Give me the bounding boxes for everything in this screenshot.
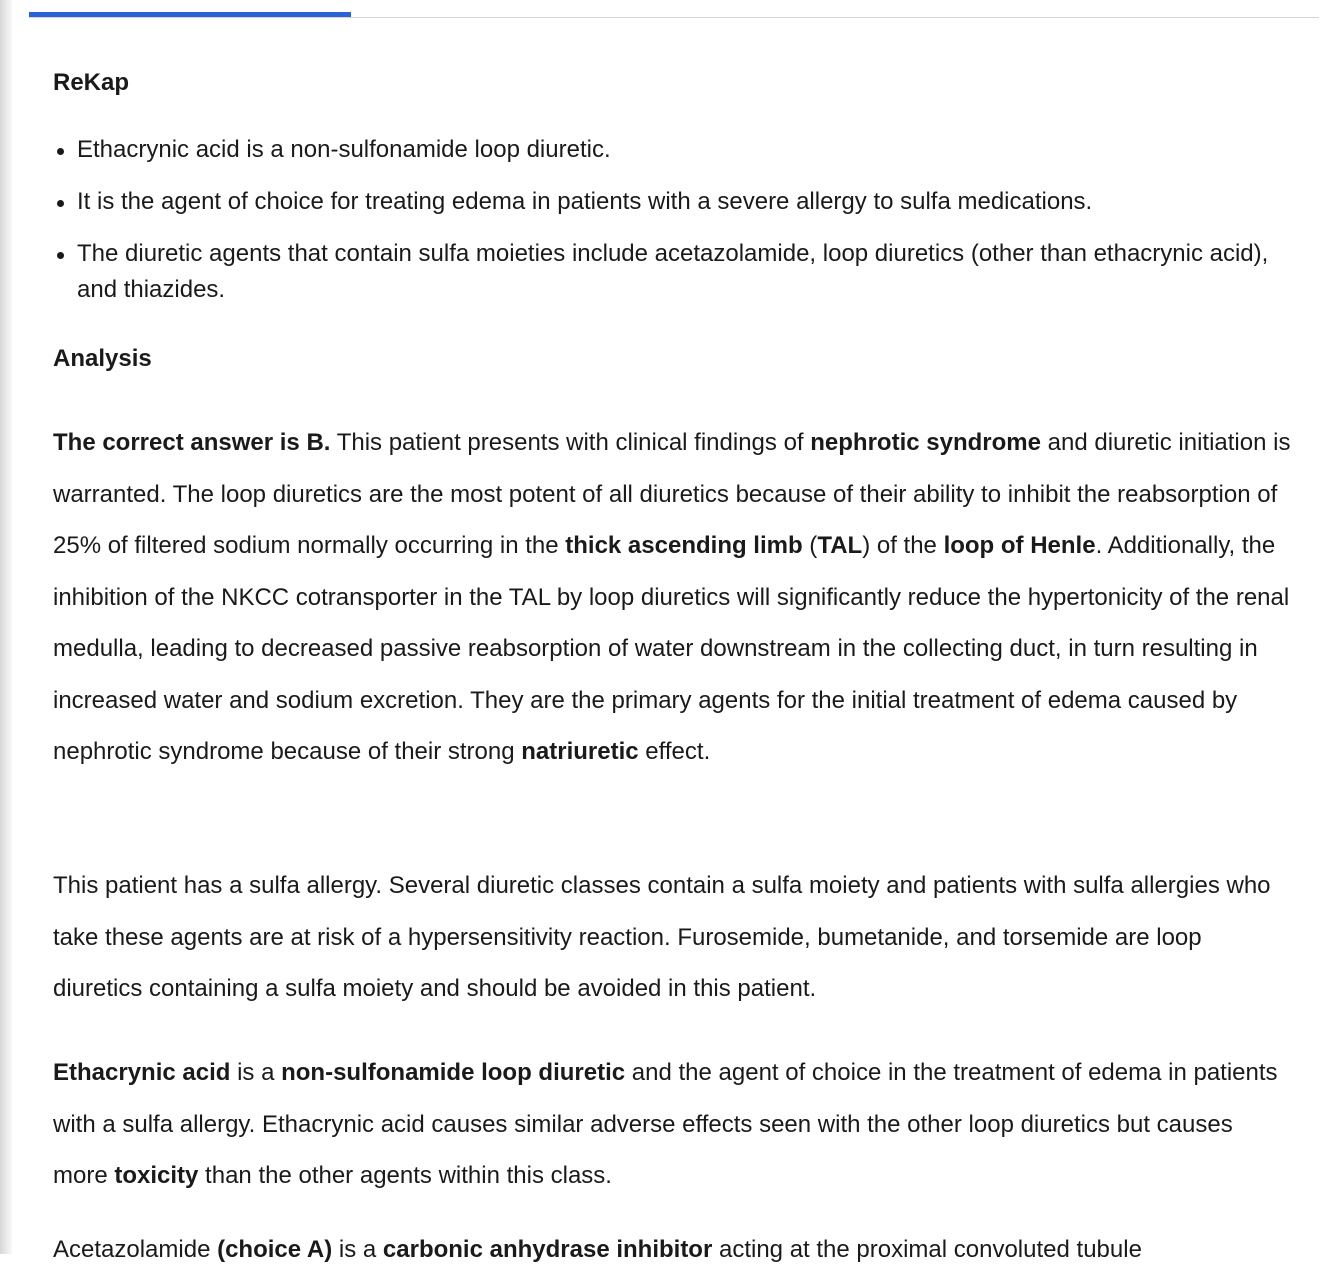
rekap-list xyxy=(53,132,1293,324)
correct-answer-text: The correct answer is B. xyxy=(53,429,331,456)
rekap-item: The diuretic agents that contain sulfa moieties include acetazolamide, loop diuretics (other than ethacrynic acid), and thiazides. xyxy=(53,236,1293,308)
rekap-item: It is the agent of choice for treating edema in patients with a severe allergy to sulfa medications. xyxy=(53,184,1293,220)
window-left-edge xyxy=(0,0,12,1254)
rekap-heading: ReKap xyxy=(53,69,130,96)
analysis-paragraph-2: This patient has a sulfa allergy. Several diuretic classes contain a sulfa moiety and patients with sulfa allergies who take these agents are at risk of a hypersensitivity reaction. Furosemide, bumetanide, and torsemide are loop diuretics containing a sulfa moiety and should be avoided in this patient. xyxy=(53,872,1271,1002)
tab-bar xyxy=(29,0,1319,18)
rekap-item: Ethacrynic acid is a non-sulfonamide loop diuretic. xyxy=(53,132,1293,168)
analysis-paragraph-3: Ethacrynic acid is a non-sulfonamide loop diuretic and the agent of choice in the treatment of edema in patients with a sulfa allergy. Ethacrynic acid causes similar adverse effects seen with the other loop diuretics but causes more toxicity than the other agents within this class. xyxy=(53,1059,1278,1189)
active-tab-indicator[interactable] xyxy=(29,12,351,17)
tab-divider xyxy=(29,17,1319,18)
analysis-paragraph-1: The correct answer is B. This patient presents with clinical findings of nephrotic syndrome and diuretic initiation is warranted. The loop diuretics are the most potent of all diuretics because of their ability to inhibit the reabsorption of 25% of filtered sodium normally occurring in the thick ascending limb (TAL) of the loop of Henle. Additionally, the inhibition of the NKCC cotransporter in the TAL by loop diuretics will significantly reduce the hypertonicity of the renal medulla, leading to decreased passive reabsorption of water downstream in the collecting duct, in turn resulting in increased water and sodium excretion. They are the primary agents for the initial treatment of edema caused by nephrotic syndrome because of their strong natriuretic effect. xyxy=(53,429,1291,765)
analysis-heading: Analysis xyxy=(53,345,152,372)
analysis-paragraph-4: Acetazolamide (choice A) is a carbonic anhydrase inhibitor acting at the proximal convoluted tubule xyxy=(53,1236,1142,1263)
